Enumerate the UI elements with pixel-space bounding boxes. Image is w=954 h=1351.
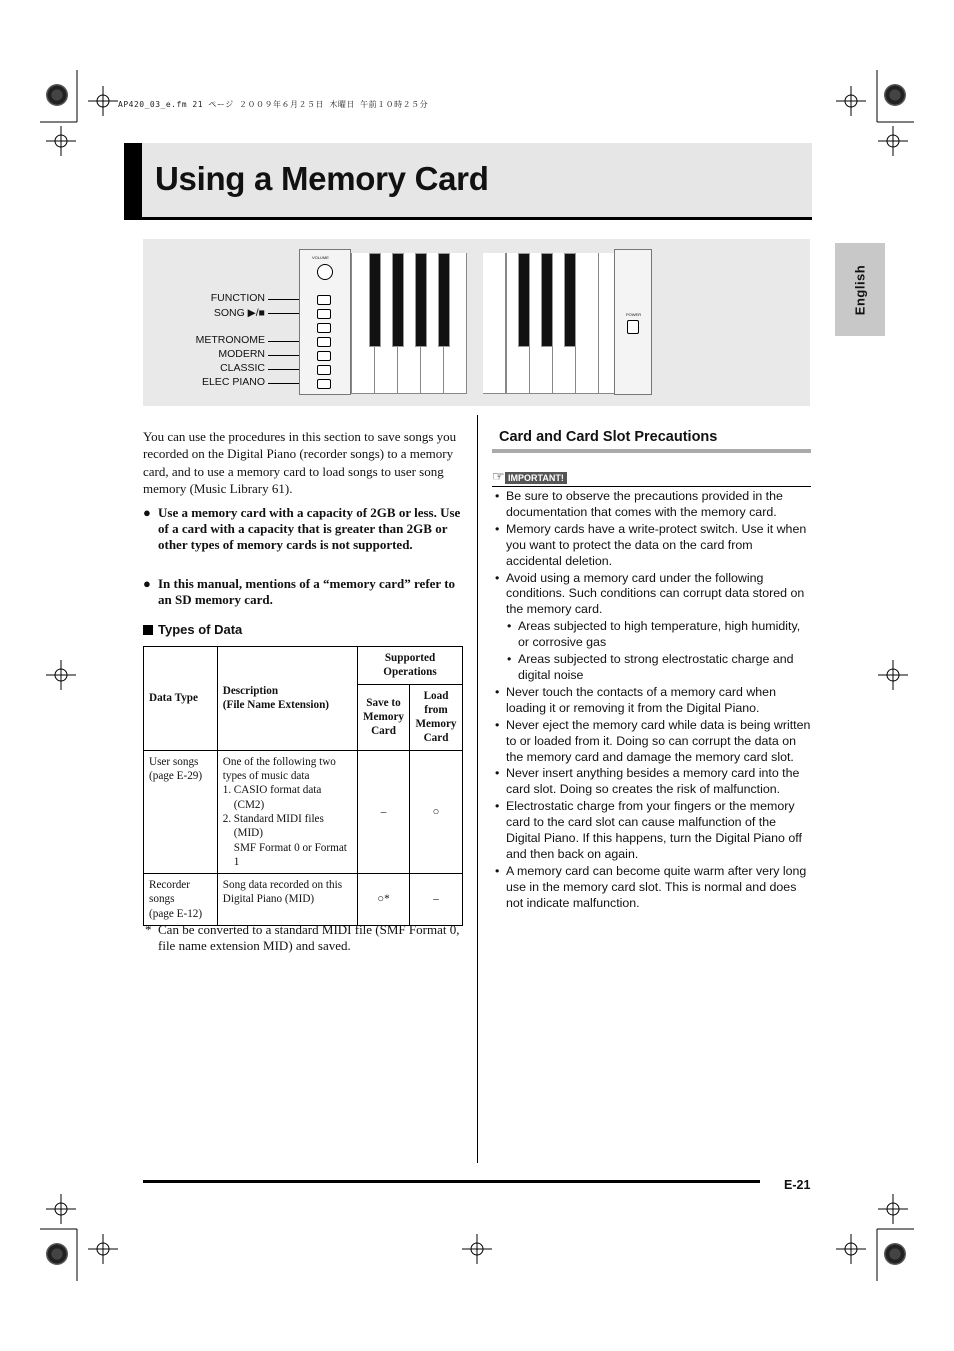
cell-type-line2: (page E-12) — [149, 907, 203, 920]
file-meta-header: AP420_03_e.fm 21 ページ ２００９年６月２５日 木曜日 午前１０時２５分 — [118, 100, 429, 109]
list-item: • Never eject the memory card while data is being written to or loaded from it. Doing so can corrupt the data on the memory card and damage the memory card slot. — [495, 717, 811, 764]
footnote — [143, 922, 463, 954]
header-supported-operations: Supported Operations — [358, 647, 463, 685]
cell-type-line2: (page E-29) — [149, 770, 203, 783]
header-data-type: Data Type — [144, 647, 218, 751]
bullet-capacity — [143, 505, 463, 553]
list-subitem: • Areas subjected to high temperature, high humidity, or corrosive gas — [507, 619, 801, 650]
types-heading-text: Types of Data — [158, 622, 243, 637]
piano-key-white — [483, 253, 506, 394]
bullet-text: In this manual, mentions of a “memory card” refer to an SD memory card. — [158, 576, 456, 607]
elec-piano-button — [317, 379, 331, 389]
footnote-text: Can be converted to a standard MIDI file (SMF Format 0, file name extension MID) and saved. — [158, 922, 460, 953]
language-tab — [835, 243, 885, 336]
piano-key-black — [415, 253, 427, 347]
cell-description: Song data recorded on this Digital Piano (MID) — [217, 874, 357, 926]
cell-description — [217, 750, 357, 873]
format-item: 1. CASIO format data (CM2) — [222, 784, 322, 811]
list-item: • Avoid using a memory card under the following conditions. Such conditions can corrupt data stored on the memory card. — [495, 570, 805, 617]
piano-panel-illustration — [143, 239, 810, 406]
cell-save: ○* — [358, 874, 410, 926]
data-types-table — [143, 646, 463, 926]
card-precautions-heading: Card and Card Slot Precautions — [499, 429, 718, 445]
panel-button — [317, 323, 331, 333]
page-title: Using a Memory Card — [155, 160, 489, 197]
footer-rule — [143, 1180, 760, 1183]
label-modern: MODERN — [218, 348, 265, 360]
important-label: IMPORTANT! — [505, 472, 567, 484]
cell-type-line1: Recorder songs — [149, 879, 190, 906]
modern-button — [317, 351, 331, 361]
list-item: • Electrostatic charge from your fingers or the memory card to the card slot can cause malfunction of the Digital Piano. If this happens, turn the Digital Piano off and then back on again. — [495, 799, 802, 861]
header-description — [217, 647, 357, 751]
metronome-button — [317, 337, 331, 347]
list-item: • Be sure to observe the precautions provided in the documentation that comes with the memory card. — [495, 489, 783, 519]
bullet-dot-icon: ● — [143, 505, 151, 520]
piano-key-black — [392, 253, 404, 347]
control-panel — [299, 249, 351, 395]
table-header-row — [144, 647, 463, 685]
heading-rule — [492, 449, 811, 453]
column-divider — [477, 415, 478, 1163]
piano-key-black — [518, 253, 530, 347]
bullet-dot-icon: ● — [143, 576, 151, 591]
cell-load: ○ — [410, 750, 463, 873]
function-button — [317, 295, 331, 305]
bullet-text: Use a memory card with a capacity of 2GB or less. Use of a card with a capacity that is greater than 2GB or other types of memory cards is not supported. — [158, 505, 461, 552]
piano-key-white — [575, 253, 599, 394]
header-load: Load from Memory Card — [410, 684, 463, 750]
table-row — [144, 750, 463, 873]
list-item: • Never touch the contacts of a memory card when loading it or removing it from the Digital Piano. — [495, 684, 776, 715]
important-banner — [492, 470, 811, 487]
song-button — [317, 309, 331, 319]
power-label: POWER — [626, 312, 642, 317]
piano-key-black — [438, 253, 450, 347]
label-function: FUNCTION — [210, 292, 265, 304]
bullet-sd-card — [143, 576, 463, 608]
piano-key-black — [564, 253, 576, 347]
format-list — [223, 783, 352, 869]
types-heading — [143, 622, 242, 637]
header-description-line2: (File Name Extension) — [222, 699, 330, 712]
pointing-hand-icon: ☞ — [492, 468, 505, 484]
page-number: E-21 — [784, 1178, 811, 1192]
cell-load: – — [410, 874, 463, 926]
header-description-line1: Description — [222, 685, 279, 698]
power-panel — [614, 249, 652, 395]
list-item: • Never insert anything besides a memory card into the card slot. Doing so creates the risk of malfunction. — [495, 766, 800, 797]
classic-button — [317, 365, 331, 375]
desc-intro: One of the following two types of music data — [222, 755, 336, 783]
list-subitem: • Areas subjected to strong electrostatic charge and digital noise — [507, 652, 794, 682]
label-song: SONG ▶/■ — [213, 307, 265, 319]
intro-paragraph: You can use the procedures in this section to save songs you recorded on the Digital Piano (recorder songs) to a memory card, and to use a memory card to load songs to user song memory (Music Library 61). — [143, 429, 457, 496]
table-row — [144, 874, 463, 926]
precautions-list — [492, 489, 811, 913]
label-metronome: METRONOME — [195, 334, 265, 346]
footnote-mark: * — [145, 922, 152, 937]
volume-knob — [317, 264, 333, 280]
label-elec-piano: ELEC PIANO — [201, 376, 265, 388]
square-bullet-icon — [143, 625, 153, 635]
piano-key-black — [541, 253, 553, 347]
cell-type-line1: User songs — [149, 755, 199, 768]
title-accent-bar — [124, 143, 142, 220]
volume-label: VOLUME — [312, 255, 329, 260]
cell-data-type — [144, 874, 218, 926]
power-button — [627, 320, 639, 334]
cell-data-type — [144, 750, 218, 873]
format-item: 2. Standard MIDI files (MID) SMF Format 0 or Format 1 — [222, 812, 347, 868]
header-save: Save to Memory Card — [358, 684, 410, 750]
list-item: • Memory cards have a write-protect switch. Use it when you want to protect the data on the card from accidental deletion. — [495, 521, 807, 568]
label-classic: CLASSIC — [220, 362, 265, 374]
list-item: • A memory card can become quite warm after very long use in the memory card slot. This is normal and does not indicate malfunction. — [495, 863, 807, 910]
piano-key-black — [369, 253, 381, 347]
language-tab-label: English — [852, 264, 868, 315]
cell-save: – — [358, 750, 410, 873]
